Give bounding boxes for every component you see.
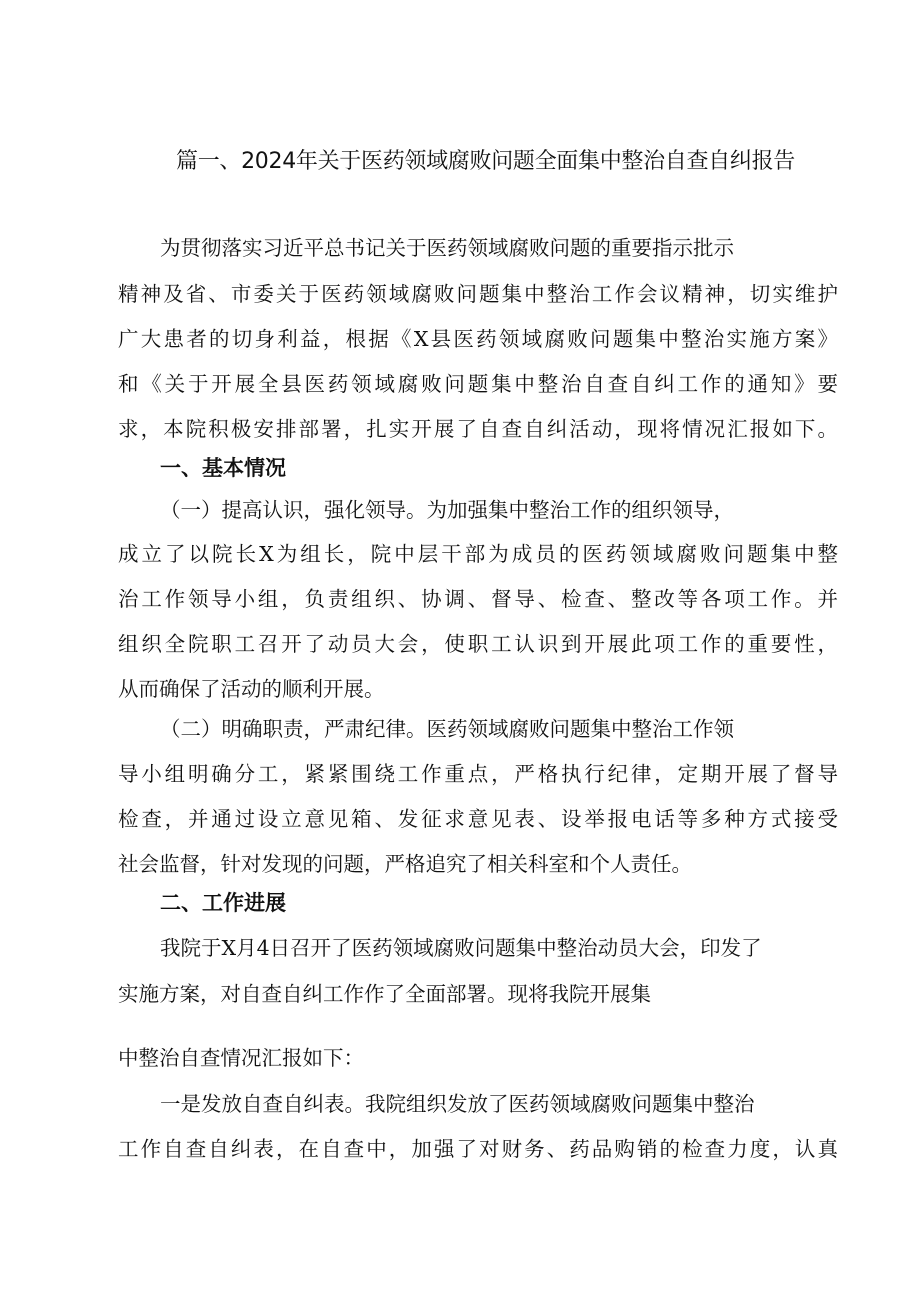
document-title: 篇一、2024年关于医药领域腐败问题全面集中整治自查自纠报告 <box>176 149 795 174</box>
intro-line-5: 求，本院积极安排部署，扎实开展了自查自纠活动，现将情况汇报如下。 <box>118 417 838 441</box>
section1-para1-line-4: 组织全院职工召开了动员大会，使职工认识到开展此项工作的重要性， <box>118 632 838 656</box>
intro-line-3: 广大患者的切身利益，根据《X县医药领域腐败问题集中整治实施方案》 <box>118 327 838 351</box>
section1-para2-line-3: 检查，并通过设立意见箱、发征求意见表、设举报电话等多种方式接受 <box>118 807 838 831</box>
intro-line-1: 为贯彻落实习近平总书记关于医药领域腐败问题的重要指示批示 <box>160 236 734 260</box>
section1-para1-line-2: 成立了以院长X为组长，院中层干部为成员的医药领域腐败问题集中整 <box>118 542 838 566</box>
section-heading-progress: 二、工作进展 <box>160 891 286 915</box>
section2-para1-line-2: 实施方案，对自查自纠工作作了全面部署。现将我院开展集 <box>118 982 651 1006</box>
section1-para1-line-1: （一）提高认识，强化领导。为加强集中整治工作的组织领导， <box>160 498 734 522</box>
section1-para2-line-4: 社会监督，针对发现的问题，严格追究了相关科室和个人责任。 <box>118 852 692 876</box>
intro-line-4: 和《关于开展全县医药领域腐败问题集中整治自查自纠工作的通知》要 <box>118 372 838 396</box>
section1-para2-line-1: （二）明确职责，严肃纪律。医药领域腐败问题集中整治工作领 <box>160 717 734 741</box>
section1-para1-line-3: 治工作领导小组，负责组织、协调、督导、检查、整改等各项工作。并 <box>118 587 838 611</box>
section1-para2-line-2: 导小组明确分工，紧紧围绕工作重点，严格执行纪律，定期开展了督导 <box>118 762 838 786</box>
section2-para2-line-1: 一是发放自查自纠表。我院组织发放了医药领域腐败问题集中整治 <box>160 1092 755 1116</box>
section-heading-basic: 一、基本情况 <box>160 456 286 480</box>
section2-para2-line-2: 工作自查自纠表，在自查中，加强了对财务、药品购销的检查力度，认真 <box>118 1137 838 1161</box>
intro-line-2: 精神及省、市委关于医药领域腐败问题集中整治工作会议精神，切实维护 <box>118 282 838 306</box>
section1-para1-line-5: 从而确保了活动的顺利开展。 <box>118 677 385 701</box>
section2-para1-line-1: 我院于X月4日召开了医药领域腐败问题集中整治动员大会，印发了 <box>160 936 762 960</box>
section2-para1-line-3: 中整治自查情况汇报如下： <box>118 1046 364 1070</box>
